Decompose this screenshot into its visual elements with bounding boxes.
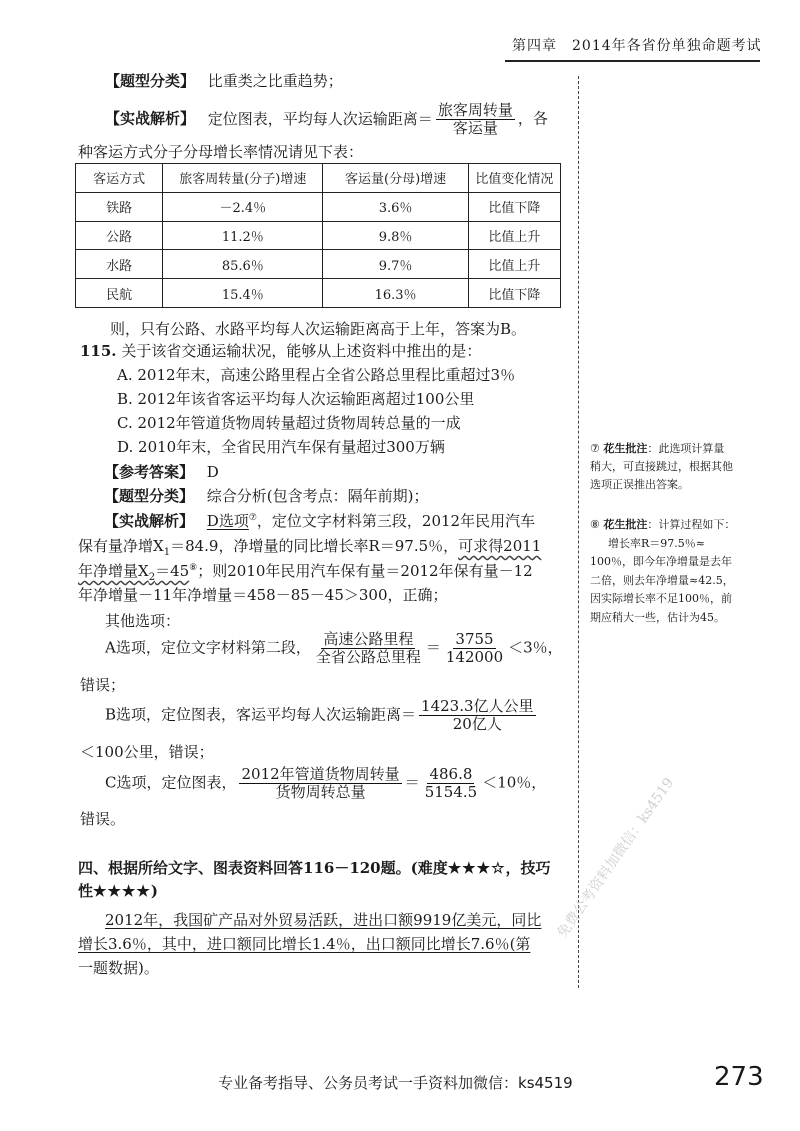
option-a-analysis — [105, 631, 563, 666]
table-cell: 9.8％ — [323, 221, 469, 250]
analysis-line-114 — [105, 102, 548, 137]
sidenote-7 — [590, 440, 733, 494]
section-4-para-line1: 2012年，我国矿产品对外贸易活跃，进出口额9919亿美元，同比 — [105, 911, 542, 929]
table-row — [76, 221, 561, 250]
other-options-label: 其他选项： — [105, 612, 181, 630]
table-row — [76, 192, 561, 221]
table-cell: 3.6％ — [323, 192, 469, 221]
section-4-para-line2: 增长3.6％，其中，进口额同比增长1.4％，出口额同比增长7.6％(第 — [78, 935, 531, 953]
option-c-analysis — [105, 766, 546, 801]
analysis-115-line2 — [78, 535, 541, 558]
table-cell: 民航 — [76, 279, 163, 308]
chapter-header: 第四章 2014年各省份单独命题考试 — [512, 38, 762, 54]
table-cell: 比值下降 — [468, 192, 560, 221]
type-text: 综合分析(包含考点：隔年前期)； — [206, 487, 429, 505]
table-cell: 水路 — [76, 250, 163, 279]
section-4-heading-2 — [78, 880, 158, 901]
highlighted-text — [78, 562, 190, 583]
analysis-115-line3 — [78, 560, 533, 583]
section-4-para-line3: 一题数据)。 — [78, 959, 159, 977]
fraction-numerator: 486.8 — [429, 765, 473, 783]
table-cell: －2.4％ — [163, 192, 323, 221]
sidenote-8 — [590, 516, 735, 627]
section-4-heading — [78, 857, 551, 878]
distance-fraction — [436, 102, 515, 137]
table-cell: 16.3％ — [323, 279, 469, 308]
analysis-line-2: 种客运方式分子分母增长率情况请见下表： — [78, 143, 364, 161]
option-b-fraction — [419, 698, 536, 733]
table-cell: 铁路 — [76, 192, 163, 221]
note-mark: ⑦ — [590, 442, 600, 455]
fraction-denominator: 全省公路总里程 — [315, 648, 421, 666]
subscript: 1 — [163, 547, 171, 558]
page-number: 273 — [714, 1062, 764, 1092]
fraction-denominator: 5154.5 — [424, 783, 478, 801]
option-c-fraction — [239, 766, 401, 801]
growth-table — [75, 163, 561, 308]
margin-divider — [578, 76, 579, 988]
heading-text: ) — [150, 882, 158, 900]
heading-text: 四、根据所给文字、图表资料回答116－120题。(难度 — [78, 859, 448, 877]
option-c: C. 2012年管道货物周转量超过货物周转总量的一成 — [117, 414, 461, 432]
d-option-ref: D选项 — [206, 512, 249, 530]
type-tag: 【题型分类】 — [104, 487, 195, 505]
answer-line — [104, 461, 219, 482]
analysis-text: ＜10％， — [482, 773, 547, 792]
analysis-text: ＜3％， — [508, 638, 563, 657]
fraction-denominator: 货物周转总量 — [275, 783, 366, 801]
analysis-text-tail: ，各 — [517, 109, 548, 128]
fraction-numerator: 2012年管道货物周转量 — [241, 765, 400, 783]
option-a-value-fraction — [444, 631, 505, 666]
type-line-114 — [105, 70, 343, 91]
note-text: 增长率R＝97.5％≈ — [608, 536, 705, 550]
table-header-row — [76, 164, 561, 193]
note-ref-8: ⑧ — [189, 563, 198, 573]
note-text: 选项正误推出答案。 — [590, 478, 689, 491]
skill-stars: ★★★★ — [93, 882, 151, 900]
fraction-denominator: 142000 — [445, 648, 504, 666]
note-tag: 花生批注 — [603, 518, 648, 531]
table-header: 比值变化情况 — [468, 164, 560, 193]
option-a-fraction — [314, 631, 423, 666]
table-header: 旅客周转量(分子)增速 — [163, 164, 323, 193]
table-row — [76, 250, 561, 279]
fraction-numerator: 旅客周转量 — [437, 101, 513, 119]
analysis-text: ＝84.9，净增量的同比增长率R＝97.5％， — [170, 537, 459, 555]
heading-text: 性 — [78, 882, 94, 900]
analysis-text: 定位图表，平均每人次运输距离＝ — [207, 109, 433, 128]
table-cell: 85.6％ — [163, 250, 323, 279]
analysis-text: ；则2010年民用汽车保有量＝2012年保有量－12 — [197, 562, 533, 580]
option-d: D. 2010年末，全省民用汽车保有量超过300万辆 — [117, 438, 445, 456]
fraction-numerator: 高速公路里程 — [323, 630, 414, 648]
note-ref-7: ⑦ — [248, 513, 257, 523]
table-header: 客运量(分母)增速 — [323, 164, 469, 193]
analysis-text: C选项，定位图表， — [105, 773, 237, 792]
table-header: 客运方式 — [76, 164, 163, 193]
option-b-verdict: ＜100公里，错误； — [80, 743, 214, 761]
note-text: 稍大，可直接跳过，根据其他 — [590, 460, 733, 473]
fraction-numerator: 3755 — [455, 630, 494, 648]
note-text: 因实际增长率不足100％，前 — [590, 592, 732, 605]
answer-tag: 【参考答案】 — [104, 463, 195, 481]
table-cell: 比值下降 — [468, 279, 560, 308]
table-cell: 15.4％ — [163, 279, 323, 308]
conclusion-114: 则，只有公路、水路平均每人次运输距离高于上年，答案为B。 — [110, 320, 527, 338]
note-text: 期应稍大一些，估计为45。 — [590, 610, 725, 624]
analysis-text: 保有量净增X — [78, 537, 164, 555]
subscript: 2 — [148, 572, 156, 583]
watermark: 免费公考资料加微信：ks4519 — [554, 775, 678, 941]
analysis-tag: 【实战解析】 — [104, 512, 195, 530]
table-cell: 比值上升 — [468, 250, 560, 279]
analysis-text: B选项，定位图表，客运平均每人次运输距离＝ — [105, 705, 417, 724]
answer-value: D — [206, 463, 219, 481]
note-text: ：计算过程如下： — [647, 518, 736, 531]
analysis-text: ＝45 — [155, 562, 190, 580]
table-cell: 比值上升 — [468, 221, 560, 250]
type-text: 比重类之比重趋势； — [207, 72, 343, 90]
analysis-115-line1 — [104, 510, 535, 531]
analysis-text: ，定位文字材料第三段，2012年民用汽车 — [256, 512, 536, 530]
fraction-denominator: 20亿人 — [452, 715, 502, 733]
type-line-115 — [104, 485, 429, 506]
header-rule — [505, 60, 760, 62]
option-c-verdict: 错误。 — [80, 810, 126, 828]
table-row — [76, 279, 561, 308]
equals-sign: ＝ — [425, 638, 441, 657]
option-a: A. 2012年末，高速公路里程占全省公路总里程比重超过3％ — [117, 366, 516, 384]
difficulty-stars: ★★★☆ — [447, 859, 506, 877]
option-b-analysis — [105, 698, 539, 733]
fraction-numerator: 1423.3亿人公里 — [421, 697, 534, 715]
analysis-tag: 【实战解析】 — [105, 109, 196, 128]
heading-text: ，技巧 — [505, 859, 551, 877]
table-cell: 11.2％ — [163, 221, 323, 250]
analysis-text: A选项，定位文字材料第二段， — [105, 638, 311, 657]
option-c-value-fraction — [423, 766, 480, 801]
analysis-115-line4: 年净增量－11年净增量＝458－85－45＞300，正确； — [78, 586, 448, 604]
table-cell: 公路 — [76, 221, 163, 250]
note-tag: 花生批注 — [603, 442, 648, 455]
fraction-denominator: 客运量 — [452, 119, 498, 137]
note-text: ：此选项计算量 — [647, 442, 725, 455]
option-a-verdict: 错误； — [80, 676, 126, 694]
table-cell: 9.7％ — [323, 250, 469, 279]
question-stem: 关于该省交通运输状况，能够从上述资料中推出的是： — [121, 342, 482, 360]
analysis-text: 年净增量X — [78, 562, 149, 580]
equals-sign: ＝ — [404, 773, 420, 792]
note-text: 100％，即今年净增量是去年 — [590, 555, 732, 568]
highlighted-text: 可求得2011 — [458, 537, 542, 555]
type-tag: 【题型分类】 — [105, 72, 196, 90]
note-mark: ⑧ — [590, 518, 600, 531]
note-text: 二倍，则去年净增量≈42.5， — [590, 573, 734, 587]
option-b: B. 2012年该省客运平均每人次运输距离超过100公里 — [117, 390, 475, 408]
question-number: 115. — [80, 342, 117, 360]
footer-text: 专业备考指导、公务员考试一手资料加微信：ks4519 — [218, 1074, 573, 1092]
question-115-stem — [80, 340, 481, 361]
